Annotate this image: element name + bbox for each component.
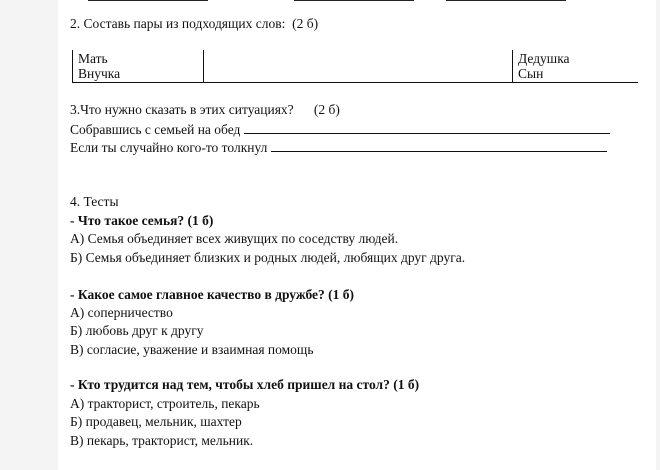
top-answer-line-1 <box>88 0 208 1</box>
worksheet-page <box>58 0 656 470</box>
left-word: Внучка <box>78 66 121 81</box>
question: - Какое самое главное качество в дружбе? (1 б) <box>70 287 355 302</box>
task3-title: 3.Что нужно сказать в этих ситуациях? <box>70 102 294 117</box>
answer-option: Б) продавец, мельник, шахтер <box>70 414 242 429</box>
left-word: Мать <box>78 51 108 66</box>
table-left-border <box>72 50 73 82</box>
answer-option: Б) любовь друг к другу <box>70 323 204 338</box>
question: - Кто трудится над тем, чтобы хлеб пришел на стол? (1 б) <box>70 377 420 392</box>
top-answer-line-3 <box>446 0 566 1</box>
task2-title: 2. Составь пары из подходящих слов: <box>70 16 286 31</box>
task3-heading <box>70 101 340 118</box>
answer-option: А) соперничество <box>70 305 173 320</box>
situation-line <box>70 121 610 138</box>
answer-option: В) согласие, уважение и взаимная помощь <box>70 342 314 357</box>
table-divider-1 <box>203 50 204 82</box>
situation-line <box>70 139 607 156</box>
task4-title: 4. Тесты <box>70 194 119 209</box>
answer-option: А) Семья объединяет всех живущих по соседству людей. <box>70 231 399 246</box>
answer-blank[interactable] <box>244 123 610 134</box>
task2-points: (2 б) <box>292 16 319 31</box>
table-divider-2 <box>512 50 513 82</box>
answer-blank[interactable] <box>271 141 607 152</box>
answer-option: Б) Семья объединяет близких и родных людей, любящих друг друга. <box>70 250 466 265</box>
task2-heading <box>70 15 318 32</box>
answer-option: А) тракторист, строитель, пекарь <box>70 396 260 411</box>
top-answer-line-2 <box>294 0 414 1</box>
answer-option: В) пекарь, тракторист, мельник. <box>70 433 254 448</box>
task3-points: (2 б) <box>313 102 340 117</box>
situation-text: Если ты случайно кого-то толкнул <box>70 140 268 155</box>
table-bottom-line <box>72 82 638 83</box>
situation-text: Собравшись с семьей на обед <box>70 122 241 137</box>
right-word: Сын <box>518 66 544 81</box>
question: - Что такое семья? (1 б) <box>70 213 214 228</box>
right-word: Дедушка <box>518 51 570 66</box>
